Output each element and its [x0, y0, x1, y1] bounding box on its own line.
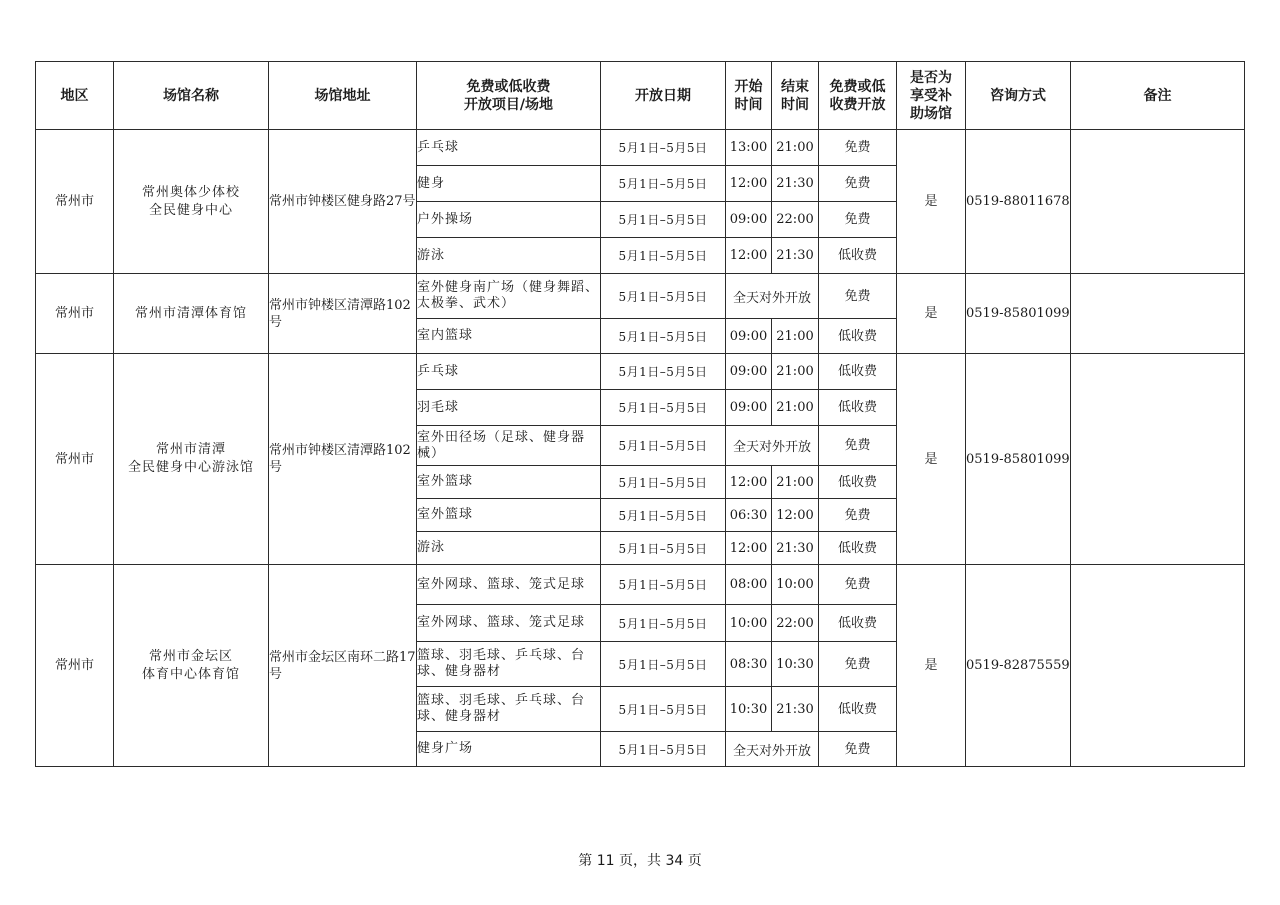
header-open-dates: 开放日期 — [601, 62, 726, 130]
end-time-cell: 21:00 — [772, 319, 819, 354]
header-contact: 咨询方式 — [966, 62, 1071, 130]
date-cell: 5月1日–5月5日 — [601, 354, 726, 390]
start-time-cell: 10:00 — [726, 605, 772, 642]
date-cell: 5月1日–5月5日 — [601, 565, 726, 605]
date-cell: 5月1日–5月5日 — [601, 202, 726, 238]
fee-cell: 免费 — [819, 166, 897, 202]
table-row — [36, 354, 1245, 390]
item-cell: 室外篮球 — [417, 466, 601, 499]
fee-cell: 免费 — [819, 274, 897, 319]
table-row — [36, 130, 1245, 166]
header-region: 地区 — [36, 62, 114, 130]
date-cell: 5月1日–5月5日 — [601, 642, 726, 687]
venue-address-cell: 常州市钟楼区清潭路102号 — [269, 274, 417, 354]
remarks-cell — [1071, 565, 1245, 767]
item-cell: 室外网球、篮球、笼式足球 — [417, 605, 601, 642]
subsidy-cell: 是 — [897, 130, 966, 274]
end-time-cell: 21:00 — [772, 390, 819, 426]
date-cell: 5月1日–5月5日 — [601, 390, 726, 426]
start-time-cell: 09:00 — [726, 390, 772, 426]
start-time-cell: 06:30 — [726, 499, 772, 532]
item-cell: 乒乓球 — [417, 354, 601, 390]
end-time-cell: 21:00 — [772, 354, 819, 390]
fee-cell: 低收费 — [819, 319, 897, 354]
contact-cell: 0519-85801099 — [966, 354, 1071, 565]
venue-address-cell: 常州市金坛区南环二路17号 — [269, 565, 417, 767]
fee-cell: 免费 — [819, 732, 897, 767]
date-cell: 5月1日–5月5日 — [601, 166, 726, 202]
item-cell: 篮球、羽毛球、乒乓球、台球、健身器材 — [417, 687, 601, 732]
date-cell: 5月1日–5月5日 — [601, 319, 726, 354]
date-cell: 5月1日–5月5日 — [601, 426, 726, 466]
header-fee-type: 免费或低 收费开放 — [819, 62, 897, 130]
all-day-cell: 全天对外开放 — [726, 426, 819, 466]
all-day-cell: 全天对外开放 — [726, 274, 819, 319]
region-cell: 常州市 — [36, 354, 114, 565]
fee-cell: 低收费 — [819, 466, 897, 499]
fee-cell: 低收费 — [819, 390, 897, 426]
page-number: 第 11 页，共 34 页 — [578, 853, 702, 869]
date-cell: 5月1日–5月5日 — [601, 532, 726, 565]
start-time-cell: 13:00 — [726, 130, 772, 166]
end-time-cell: 22:00 — [772, 605, 819, 642]
remarks-cell — [1071, 130, 1245, 274]
venue-name-cell: 常州市清潭 全民健身中心游泳馆 — [114, 354, 269, 565]
date-cell: 5月1日–5月5日 — [601, 238, 726, 274]
end-time-cell: 22:00 — [772, 202, 819, 238]
item-cell: 游泳 — [417, 532, 601, 565]
end-time-cell: 21:30 — [772, 238, 819, 274]
fee-cell: 低收费 — [819, 605, 897, 642]
contact-cell: 0519-85801099 — [966, 274, 1071, 354]
contact-cell: 0519-88011678 — [966, 130, 1071, 274]
item-cell: 室外健身南广场（健身舞蹈、太极拳、武术） — [417, 274, 601, 319]
item-cell: 室外篮球 — [417, 499, 601, 532]
start-time-cell: 09:00 — [726, 319, 772, 354]
item-cell: 户外操场 — [417, 202, 601, 238]
venue-name-cell: 常州市金坛区 体育中心体育馆 — [114, 565, 269, 767]
fee-cell: 免费 — [819, 565, 897, 605]
end-time-cell: 10:30 — [772, 642, 819, 687]
start-time-cell: 09:00 — [726, 354, 772, 390]
start-time-cell: 12:00 — [726, 532, 772, 565]
date-cell: 5月1日–5月5日 — [601, 274, 726, 319]
start-time-cell: 10:30 — [726, 687, 772, 732]
header-venue-address: 场馆地址 — [269, 62, 417, 130]
remarks-cell — [1071, 274, 1245, 354]
table-row — [36, 274, 1245, 319]
end-time-cell: 21:00 — [772, 466, 819, 499]
item-cell: 室内篮球 — [417, 319, 601, 354]
end-time-cell: 21:30 — [772, 166, 819, 202]
start-time-cell: 08:30 — [726, 642, 772, 687]
header-venue-name: 场馆名称 — [114, 62, 269, 130]
date-cell: 5月1日–5月5日 — [601, 499, 726, 532]
venue-address-cell: 常州市钟楼区健身路27号 — [269, 130, 417, 274]
venue-name-cell: 常州市清潭体育馆 — [114, 274, 269, 354]
start-time-cell: 12:00 — [726, 166, 772, 202]
subsidy-cell: 是 — [897, 565, 966, 767]
end-time-cell: 10:00 — [772, 565, 819, 605]
fee-cell: 低收费 — [819, 238, 897, 274]
fee-cell: 低收费 — [819, 687, 897, 732]
region-cell: 常州市 — [36, 130, 114, 274]
date-cell: 5月1日–5月5日 — [601, 130, 726, 166]
fee-cell: 免费 — [819, 426, 897, 466]
venue-address-cell: 常州市钟楼区清潭路102号 — [269, 354, 417, 565]
contact-cell: 0519-82875559 — [966, 565, 1071, 767]
item-cell: 健身 — [417, 166, 601, 202]
item-cell: 乒乓球 — [417, 130, 601, 166]
remarks-cell — [1071, 354, 1245, 565]
region-cell: 常州市 — [36, 274, 114, 354]
item-cell: 健身广场 — [417, 732, 601, 767]
header-remarks: 备注 — [1071, 62, 1245, 130]
date-cell: 5月1日–5月5日 — [601, 687, 726, 732]
venue-name-cell: 常州奥体少体校 全民健身中心 — [114, 130, 269, 274]
start-time-cell: 08:00 — [726, 565, 772, 605]
venue-table — [35, 61, 1245, 767]
end-time-cell: 21:30 — [772, 687, 819, 732]
header-subsidy: 是否为 享受补 助场馆 — [897, 62, 966, 130]
date-cell: 5月1日–5月5日 — [601, 466, 726, 499]
all-day-cell: 全天对外开放 — [726, 732, 819, 767]
start-time-cell: 12:00 — [726, 238, 772, 274]
end-time-cell: 21:00 — [772, 130, 819, 166]
subsidy-cell: 是 — [897, 354, 966, 565]
fee-cell: 免费 — [819, 499, 897, 532]
header-row — [36, 62, 1245, 130]
header-end-time: 结束 时间 — [772, 62, 819, 130]
item-cell: 游泳 — [417, 238, 601, 274]
fee-cell: 免费 — [819, 202, 897, 238]
date-cell: 5月1日–5月5日 — [601, 605, 726, 642]
item-cell: 室外网球、篮球、笼式足球 — [417, 565, 601, 605]
fee-cell: 免费 — [819, 130, 897, 166]
subsidy-cell: 是 — [897, 274, 966, 354]
header-start-time: 开始 时间 — [726, 62, 772, 130]
region-cell: 常州市 — [36, 565, 114, 767]
end-time-cell: 12:00 — [772, 499, 819, 532]
fee-cell: 低收费 — [819, 532, 897, 565]
item-cell: 羽毛球 — [417, 390, 601, 426]
start-time-cell: 09:00 — [726, 202, 772, 238]
start-time-cell: 12:00 — [726, 466, 772, 499]
date-cell: 5月1日–5月5日 — [601, 732, 726, 767]
table-row — [36, 565, 1245, 605]
end-time-cell: 21:30 — [772, 532, 819, 565]
header-items: 免费或低收费 开放项目/场地 — [417, 62, 601, 130]
fee-cell: 低收费 — [819, 354, 897, 390]
fee-cell: 免费 — [819, 642, 897, 687]
item-cell: 篮球、羽毛球、乒乓球、台球、健身器材 — [417, 642, 601, 687]
item-cell: 室外田径场（足球、健身器械） — [417, 426, 601, 466]
